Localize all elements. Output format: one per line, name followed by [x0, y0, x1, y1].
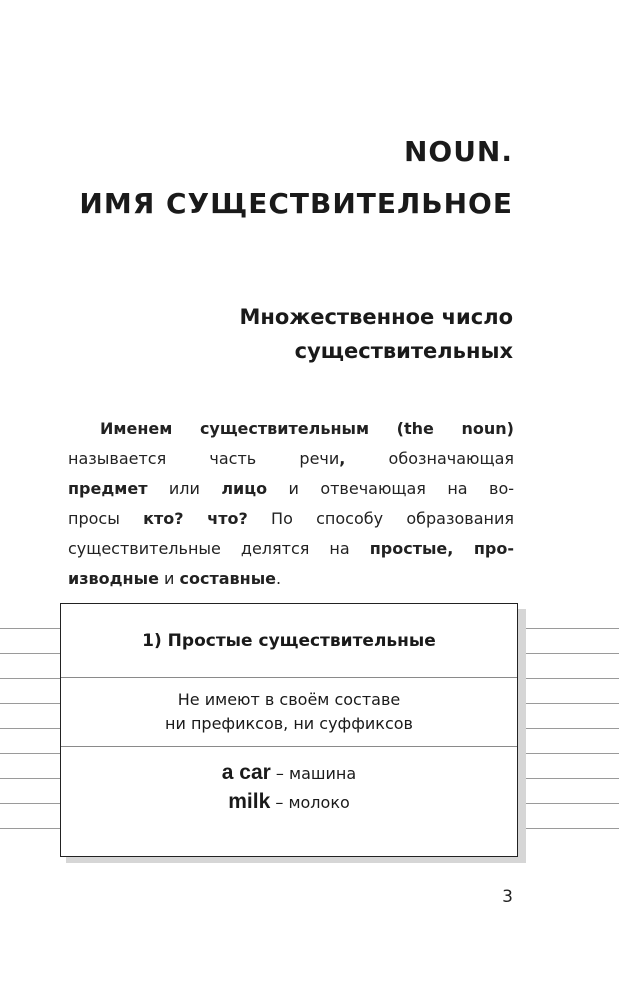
section-title-line-2: существительных: [294, 339, 513, 363]
paragraph-line-5: существительные делятся на простые, про-: [68, 539, 514, 558]
definition-paragraph: [68, 414, 514, 594]
box-header: 1) Простые существительные: [61, 604, 517, 678]
example-translation: – молоко: [270, 793, 350, 812]
box-description-line-2: ни префиксов, ни суффиксов: [165, 714, 413, 733]
example-item: [222, 759, 356, 788]
example-word: milk: [228, 790, 271, 813]
paragraph-line-4: просы кто? что? По способу образования: [68, 509, 515, 528]
chapter-title-line-1: NOUN.: [403, 135, 513, 168]
box-examples: [61, 747, 517, 817]
section-title-line-1: Множественное число: [239, 305, 513, 329]
paragraph-line-3: предмет или лицо и отвечающая на во-: [68, 479, 514, 498]
chapter-title-line-2: ИМЯ СУЩЕСТВИТЕЛЬНОЕ: [79, 187, 513, 220]
box-description-line-1: Не имеют в своём составе: [177, 690, 401, 709]
paragraph-line-1: [68, 414, 514, 444]
example-word: a car: [221, 761, 271, 784]
box-description: [61, 678, 517, 747]
chapter-title: [79, 126, 513, 230]
example-item: [228, 788, 350, 817]
example-translation: – машина: [270, 764, 357, 783]
paragraph-line-6: изводные и составные.: [68, 569, 282, 588]
noun-definition-term: Именем существительным (the noun): [100, 419, 514, 438]
section-title: [239, 300, 513, 368]
simple-nouns-box: [60, 603, 518, 857]
paragraph-line-2: называется часть речи, обозначающая: [68, 449, 514, 468]
page-number: 3: [502, 887, 513, 907]
